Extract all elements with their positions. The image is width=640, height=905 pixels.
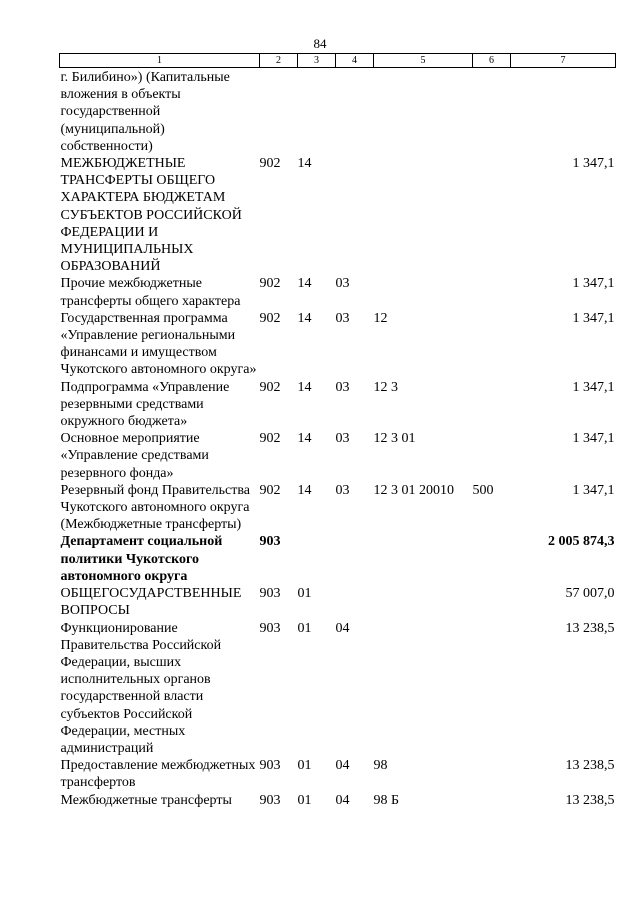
row-rz: 01 — [297, 758, 312, 774]
row-csr: 98 — [373, 758, 388, 774]
row-vr: 500 — [472, 482, 494, 498]
row-vr — [473, 430, 511, 482]
row-rz: 14 — [297, 276, 312, 292]
row-gr: 902 — [259, 276, 281, 292]
row-vr — [473, 792, 511, 809]
row-rz — [298, 68, 336, 156]
table-row — [60, 155, 616, 275]
row-csr: 98 Б — [373, 792, 400, 808]
row-pr — [336, 533, 374, 585]
row-sum: 13 238,5 — [565, 792, 615, 808]
row-name: МЕЖБЮДЖЕТНЫЕ ТРАНСФЕРТЫ ОБЩЕГО ХАРАКТЕРА БЮДЖЕТАМ СУБЪЕКТОВ РОССИЙСКОЙ ФЕДЕРАЦИИ И МУНИЦИПАЛЬНЫХ ОБРАЗОВАНИЙ — [60, 156, 242, 275]
row-sum: 57 007,0 — [565, 586, 615, 602]
row-pr: 03 — [335, 379, 350, 395]
row-name: Департамент социальной политики Чукотского автономного округа — [60, 534, 223, 584]
row-rz — [298, 533, 336, 585]
row-vr — [473, 310, 511, 379]
row-pr — [336, 585, 374, 619]
row-pr: 04 — [335, 620, 350, 636]
row-gr: 902 — [259, 431, 281, 447]
row-csr: 12 3 01 — [373, 431, 416, 447]
table-row — [60, 379, 616, 431]
column-number-sum: 7 — [511, 54, 616, 68]
table-row — [60, 792, 616, 809]
row-name: Государственная программа «Управление региональными финансами и имуществом Чукотского автономного округа» — [60, 310, 257, 378]
row-pr: 04 — [335, 758, 350, 774]
table-row — [60, 757, 616, 791]
row-vr — [473, 155, 511, 275]
row-name: Резервный фонд Правительства Чукотского автономного округа (Межбюджетные трансферты) — [60, 482, 251, 533]
row-name: Функционирование Правительства Российской Федерации, высших исполнительных органов государственной власти субъектов Российской Федерации, местных администраций — [60, 620, 222, 756]
row-rz: 01 — [297, 620, 312, 636]
row-gr: 902 — [259, 156, 281, 172]
column-number-rz: 3 — [298, 54, 336, 68]
row-rz: 14 — [297, 431, 312, 447]
row-gr: 902 — [259, 310, 281, 326]
row-sum: 13 238,5 — [565, 620, 615, 636]
row-sum: 13 238,5 — [565, 758, 615, 774]
row-csr — [374, 620, 473, 758]
table-row — [60, 430, 616, 482]
row-vr — [473, 620, 511, 758]
row-csr — [374, 585, 473, 619]
row-sum: 1 347,1 — [572, 310, 615, 326]
page-number: 84 — [313, 36, 327, 51]
row-name: г. Билибино») (Капитальные вложения в объекты государственной (муниципальной) собственности) — [60, 70, 230, 154]
row-rz: 01 — [297, 792, 312, 808]
row-pr: 03 — [335, 431, 350, 447]
row-csr — [374, 533, 473, 585]
column-number-row — [60, 54, 616, 68]
table-row — [60, 68, 616, 156]
row-gr: 902 — [259, 482, 281, 498]
row-sum: 1 347,1 — [572, 379, 615, 395]
table-row — [60, 620, 616, 758]
row-gr: 903 — [259, 534, 281, 550]
budget-table — [59, 53, 616, 809]
row-vr — [473, 585, 511, 619]
row-sum — [511, 68, 616, 156]
row-csr: 12 3 — [373, 379, 398, 395]
row-rz: 14 — [297, 482, 312, 498]
row-rz: 14 — [297, 156, 312, 172]
row-gr: 902 — [259, 379, 281, 395]
row-sum: 1 347,1 — [572, 482, 615, 498]
row-vr — [473, 68, 511, 156]
row-gr — [260, 68, 298, 156]
row-pr — [336, 68, 374, 156]
row-vr — [473, 757, 511, 791]
column-number-vr: 6 — [473, 54, 511, 68]
row-csr: 12 3 01 20010 — [373, 482, 454, 498]
row-pr: 04 — [335, 792, 350, 808]
row-gr: 903 — [259, 620, 281, 636]
row-name: Прочие межбюджетные трансферты общего характера — [60, 276, 241, 309]
row-sum: 1 347,1 — [572, 156, 615, 172]
row-rz: 14 — [297, 379, 312, 395]
column-number-pr: 4 — [336, 54, 374, 68]
row-gr: 903 — [259, 758, 281, 774]
row-csr — [374, 275, 473, 309]
row-vr — [473, 533, 511, 585]
row-pr: 03 — [335, 276, 350, 292]
column-number-gr: 2 — [260, 54, 298, 68]
row-rz: 14 — [297, 310, 312, 326]
row-csr: 12 — [373, 310, 388, 326]
row-name: Основное мероприятие «Управление средствами резервного фонда» — [60, 431, 209, 481]
row-csr — [374, 155, 473, 275]
row-name: Межбюджетные трансферты — [60, 792, 232, 808]
row-gr: 903 — [259, 586, 281, 602]
row-pr — [336, 155, 374, 275]
column-number-csr: 5 — [374, 54, 473, 68]
row-sum: 2 005 874,3 — [548, 534, 615, 550]
row-csr — [374, 68, 473, 156]
row-name: Предоставление межбюджетных трансфертов — [60, 758, 256, 791]
table-row — [60, 533, 616, 585]
table-row — [60, 585, 616, 619]
row-pr: 03 — [335, 310, 350, 326]
row-gr: 903 — [259, 792, 281, 808]
table-header — [60, 54, 616, 68]
table-row — [60, 310, 616, 379]
row-name: ОБЩЕГОСУДАРСТВЕННЫЕ ВОПРОСЫ — [60, 586, 242, 619]
row-pr: 03 — [335, 482, 350, 498]
row-vr — [473, 379, 511, 431]
row-rz: 01 — [297, 586, 312, 602]
row-sum: 1 347,1 — [572, 276, 615, 292]
row-vr — [473, 275, 511, 309]
table-body — [60, 68, 616, 809]
column-number-name: 1 — [60, 54, 260, 68]
row-name: Подпрограмма «Управление резервными средствами окружного бюджета» — [60, 379, 230, 430]
row-sum: 1 347,1 — [572, 431, 615, 447]
table-row — [60, 482, 616, 534]
table-row — [60, 275, 616, 309]
